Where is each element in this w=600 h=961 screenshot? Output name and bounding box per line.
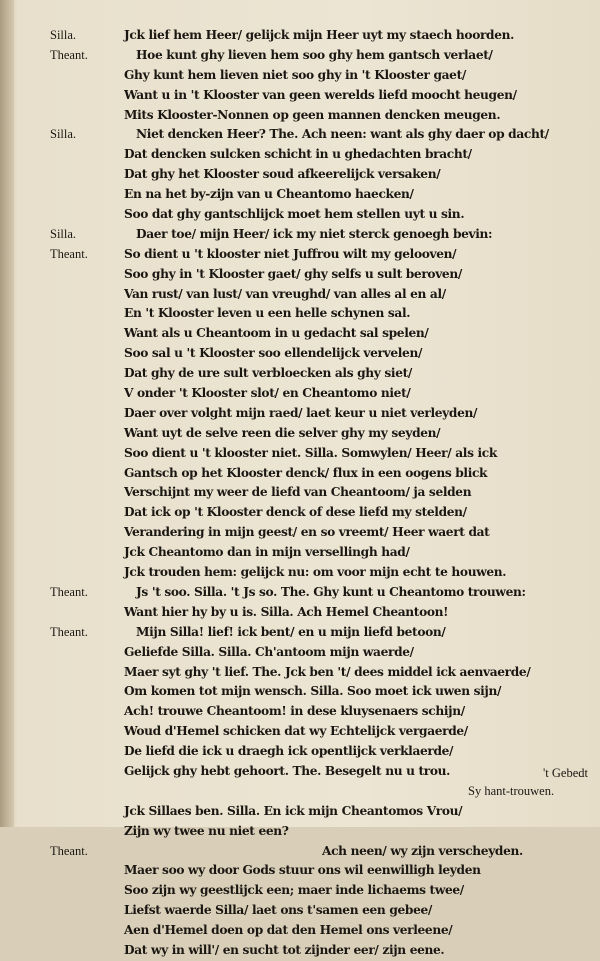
verse-text: Verschijnt my weer de liefd van Cheantoom/ ja selden (124, 485, 472, 500)
verse-line (0, 702, 600, 722)
verse-line (0, 424, 600, 444)
verse-text: Niet dencken Heer? The. Ach neen: want als ghy daer op dacht/ (136, 127, 549, 142)
verse-line (0, 861, 600, 881)
verse-text: Want uyt de selve reen die selver ghy my seyden/ (124, 425, 441, 440)
verse-text: Aen d'Hemel doen op dat den Hemel ons verleene/ (124, 923, 453, 938)
verse-text: Dat wy in will'/ en sucht tot zijnder eer/ zijn eene. (124, 942, 445, 957)
verse-text: Daer over volght mijn raed/ laet keur u niet verleyden/ (124, 405, 478, 420)
verse-line (0, 881, 600, 901)
verse-text: Ghy kunt hem lieven niet soo ghy in 't Klooster gaet/ (124, 67, 466, 82)
verse-line (0, 265, 600, 285)
verse-line (0, 523, 600, 543)
verse-line (0, 842, 600, 862)
verse-line (0, 663, 600, 683)
verse-line (0, 623, 600, 643)
verse-text: Maer soo wy door Gods stuur ons wil eenwilligh leyden (124, 863, 481, 878)
verse-line (0, 483, 600, 503)
verse-line (0, 125, 600, 145)
verse-line (0, 145, 600, 165)
verse-line (0, 941, 600, 961)
speaker-name: Silla. (50, 226, 77, 241)
verse-line (0, 225, 600, 245)
verse-line (0, 364, 600, 384)
verse-text: Soo ghy in 't Klooster gaet/ ghy selfs u sult beroven/ (124, 266, 462, 281)
verse-text: Gelijck ghy hebt gehoort. The. Besegelt nu u trou. (124, 763, 451, 778)
verse-text: Daer toe/ mijn Heer/ ick my niet sterck genoegh bevin: (136, 226, 493, 241)
verse-line (0, 245, 600, 265)
verse-text: De liefd die ick u draegh ick opentlijck verklaerde/ (124, 744, 454, 759)
verse-text: Geliefde Silla. Silla. Ch'antoom mijn waerde/ (124, 644, 414, 659)
verse-text: Soo zijn wy geestlijck een; maer inde lichaems twee/ (124, 883, 464, 898)
verse-line (0, 444, 600, 464)
verse-text: Soo dient u 't klooster niet. Silla. Somwylen/ Heer/ als ick (124, 445, 497, 460)
verse-line (0, 324, 600, 344)
verse-text: Liefst waerde Silla/ laet ons t'samen een gebee/ (124, 903, 432, 918)
verse-line (0, 583, 600, 603)
verse-line (0, 86, 600, 106)
verse-line (0, 603, 600, 623)
speaker-name: Theant. (50, 624, 88, 639)
verse-line (0, 106, 600, 126)
verse-text: Maer syt ghy 't lief. The. Jck ben 't/ dees middel ick aenvaerde/ (124, 664, 531, 679)
verse-line (0, 563, 600, 583)
verse-text: Want als u Cheantoom in u gedacht sal spelen/ (124, 326, 429, 341)
verse-line (0, 384, 600, 404)
verse-text: Jck Sillaes ben. Silla. En ick mijn Cheantomos Vrou/ (124, 803, 463, 818)
verse-text: Verandering in mijn geest/ en so vreemt/ Heer waert dat (124, 525, 490, 540)
verse-text: Mits Klooster-Nonnen op geen mannen dencken meugen. (124, 107, 501, 122)
verse-text: Jck trouden hem: gelijck nu: om voor mijn echt te houwen. (124, 565, 507, 580)
stage-direction: Sy hant-trouwen. (468, 783, 555, 798)
verse-line (0, 543, 600, 563)
verse-line (0, 782, 600, 802)
verse-text: Jck lief hem Heer/ gelijck mijn Heer uyt my staech hoorden. (124, 28, 515, 42)
verse-text: En na het by-zijn van u Cheantomo haecken/ (124, 187, 414, 202)
verse-text: Dat ghy het Klooster soud afkeerelijck versaken/ (124, 167, 441, 182)
verse-line (0, 464, 600, 484)
verse-text: Hoe kunt ghy lieven hem soo ghy hem gantsch verlaet/ (136, 47, 493, 62)
verse-text: Ach neen/ wy zijn verscheyden. (322, 843, 523, 858)
verse-line (0, 165, 600, 185)
verse-line (0, 822, 600, 842)
catchword: 't Gebedt (543, 766, 588, 780)
speaker-name: Theant. (50, 843, 88, 858)
verse-line (0, 66, 600, 86)
speaker-name: Theant. (50, 47, 88, 62)
verse-line (0, 26, 600, 46)
verse-line (0, 722, 600, 742)
verse-text: Ach! trouwe Cheantoom! in dese kluysenaers schijn/ (124, 704, 465, 719)
verse-line (0, 46, 600, 66)
verse-text: Jck Cheantomo dan in mijn versellingh had/ (124, 545, 410, 560)
verse-line (0, 762, 600, 782)
verse-line (0, 901, 600, 921)
verse-text: Dat ick op 't Klooster denck of dese liefd my stelden/ (124, 505, 467, 520)
verse-text: Zijn wy twee nu niet een? (124, 823, 289, 838)
speaker-name: Theant. (50, 584, 88, 599)
verse-text: So dient u 't klooster niet Juffrou wilt my gelooven/ (124, 246, 457, 261)
verse-text: Dat dencken sulcken schicht in u ghedachten bracht/ (124, 147, 472, 162)
verse-line (0, 205, 600, 225)
verse-line (0, 285, 600, 305)
verse-text: Mijn Silla! lief! ick bent/ en u mijn liefd betoon/ (136, 624, 446, 639)
verse-text: Want hier hy by u is. Silla. Ach Hemel Cheantoon! (124, 604, 449, 619)
verse-text: Js 't soo. Silla. 't Js so. The. Ghy kunt u Cheantomo trouwen: (136, 584, 526, 599)
verse-text: En 't Klooster leven u een helle schynen sal. (124, 306, 411, 321)
verse-line (0, 742, 600, 762)
verse-line (0, 404, 600, 424)
verse-text: Van rust/ van lust/ van vreughd/ van alles al en al/ (124, 286, 446, 301)
verse-lines (0, 26, 600, 961)
speaker-name: Theant. (50, 246, 88, 261)
speaker-name: Silla. (50, 28, 77, 42)
verse-line (0, 185, 600, 205)
verse-line (0, 304, 600, 324)
verse-text: Om komen tot mijn wensch. Silla. Soo moet ick uwen sijn/ (124, 684, 502, 699)
verse-line (0, 503, 600, 523)
verse-line (0, 643, 600, 663)
verse-line (0, 921, 600, 941)
verse-text: Want u in 't Klooster van geen werelds liefd moocht heugen/ (124, 87, 517, 102)
speaker-name: Silla. (50, 127, 77, 142)
verse-text: Soo sal u 't Klooster soo ellendelijck vervelen/ (124, 346, 423, 361)
verse-line (0, 802, 600, 822)
verse-text: Woud d'Hemel schicken dat wy Echtelijck vergaerde/ (124, 724, 468, 739)
verse-line (0, 682, 600, 702)
verse-text: V onder 't Klooster slot/ en Cheantomo niet/ (124, 386, 411, 401)
verse-text: Dat ghy de ure sult verbloecken als ghy siet/ (124, 366, 412, 381)
verse-text: Soo dat ghy gantschlijck moet hem stellen uyt u sin. (124, 207, 465, 222)
verse-text: Gantsch op het Klooster denck/ flux in een oogens blick (124, 465, 488, 480)
verse-line (0, 344, 600, 364)
